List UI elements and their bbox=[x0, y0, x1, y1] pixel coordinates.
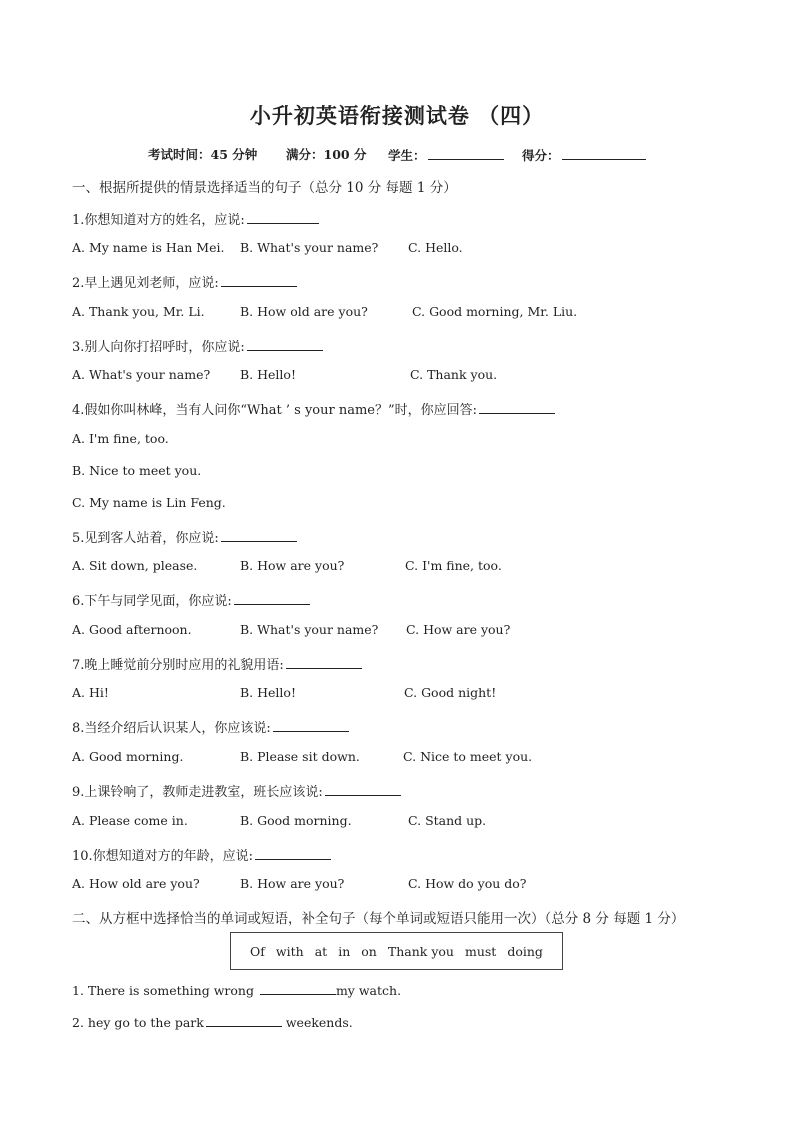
score-blank bbox=[562, 145, 646, 160]
sentence-1-end: my watch. bbox=[335, 983, 402, 998]
question-9 bbox=[72, 781, 401, 800]
score-label bbox=[522, 145, 646, 164]
question-7 bbox=[72, 654, 362, 673]
student-blank bbox=[428, 145, 504, 160]
question-2-stem: 2.早上遇见刘老师，应说: bbox=[72, 276, 219, 291]
option-c: C. How do you do? bbox=[408, 876, 527, 891]
option-b: B. Hello! bbox=[240, 367, 296, 382]
answer-blank bbox=[273, 717, 349, 732]
option-c: C. Stand up. bbox=[408, 813, 487, 828]
word-bank-item: with bbox=[275, 943, 304, 959]
option-b: B. Hello! bbox=[240, 685, 296, 700]
question-7-stem: 7.晚上睡觉前分别时应用的礼貌用语: bbox=[72, 658, 284, 673]
option-c: C. I'm fine, too. bbox=[405, 558, 502, 573]
sentence-2-end: weekends. bbox=[285, 1015, 353, 1030]
question-3-stem: 3.别人向你打招呼时，你应说: bbox=[72, 340, 245, 355]
option-b: B. How are you? bbox=[240, 876, 345, 891]
section-1-heading: 一、根据所提供的情景选择适当的句子（总分 10 分 每题 1 分） bbox=[72, 180, 457, 196]
student-label-text: 学生： bbox=[388, 148, 426, 163]
answer-blank bbox=[221, 527, 297, 542]
word-bank-item: Thank you bbox=[387, 943, 454, 959]
answer-blank bbox=[247, 209, 319, 224]
answer-blank bbox=[260, 980, 336, 995]
option-c: C. Nice to meet you. bbox=[403, 749, 533, 764]
option-a: A. I'm fine, too. bbox=[72, 431, 169, 446]
option-a: A. Sit down, please. bbox=[72, 558, 198, 573]
answer-blank bbox=[221, 272, 297, 287]
option-a: A. Hi! bbox=[72, 685, 109, 700]
word-bank-item: in bbox=[338, 943, 351, 959]
question-3 bbox=[72, 336, 323, 355]
question-4 bbox=[72, 399, 555, 418]
question-4-stem: 4.假如你叫林峰，当有人问你“What ’ s your name？”时，你应回答: bbox=[72, 403, 478, 418]
answer-blank bbox=[206, 1012, 282, 1027]
option-b: B. Please sit down. bbox=[240, 749, 360, 764]
question-10 bbox=[72, 845, 331, 864]
option-c: C. My name is Lin Feng. bbox=[72, 495, 226, 510]
student-label bbox=[388, 145, 504, 164]
question-8 bbox=[72, 717, 349, 736]
question-8-stem: 8.当经介绍后认识某人，你应该说: bbox=[72, 721, 271, 736]
question-6-stem: 6.下午与同学见面，你应说: bbox=[72, 594, 232, 609]
fill-sentence-1 bbox=[72, 980, 401, 998]
option-a: A. My name is Han Mei. bbox=[72, 240, 225, 255]
option-c: C. Good night! bbox=[404, 685, 497, 700]
answer-blank bbox=[286, 654, 362, 669]
question-5-stem: 5.见到客人站着，你应说: bbox=[72, 531, 219, 546]
answer-blank bbox=[479, 399, 555, 414]
question-1 bbox=[72, 209, 319, 228]
option-c: C. Hello. bbox=[408, 240, 463, 255]
answer-blank bbox=[247, 336, 323, 351]
option-b: B. What's your name? bbox=[240, 240, 379, 255]
question-2 bbox=[72, 272, 297, 291]
answer-blank bbox=[234, 590, 310, 605]
question-9-stem: 9.上课铃响了，教师走进教室，班长应该说: bbox=[72, 785, 323, 800]
page-title: 小升初英语衔接测试卷 （四） bbox=[249, 103, 545, 128]
option-a: A. Good afternoon. bbox=[72, 622, 192, 637]
full-score: 满分：100 分 bbox=[286, 147, 367, 162]
option-a: A. Please come in. bbox=[72, 813, 188, 828]
exam-time: 考试时间：45 分钟 bbox=[148, 147, 258, 162]
score-label-text: 得分： bbox=[522, 148, 560, 163]
word-bank-box bbox=[230, 932, 563, 970]
option-c: C. Good morning, Mr. Liu. bbox=[412, 304, 578, 319]
option-b: B. What's your name? bbox=[240, 622, 379, 637]
word-bank-item: Of bbox=[250, 943, 265, 959]
question-10-stem: 10.你想知道对方的年龄，应说: bbox=[72, 849, 254, 864]
sentence-1-start: 1. There is something wrong bbox=[72, 983, 254, 998]
word-bank-item: at bbox=[314, 943, 328, 959]
fill-sentence-2 bbox=[72, 1012, 353, 1030]
answer-blank bbox=[325, 781, 401, 796]
sentence-2-start: 2. hey go to the park bbox=[72, 1015, 204, 1030]
question-1-stem: 1.你想知道对方的姓名，应说: bbox=[72, 213, 245, 228]
option-a: A. Good morning. bbox=[72, 749, 184, 764]
option-c: C. Thank you. bbox=[410, 367, 498, 382]
option-a: A. How old are you? bbox=[72, 876, 200, 891]
answer-blank bbox=[255, 845, 331, 860]
question-5 bbox=[72, 527, 297, 546]
word-bank-item: doing bbox=[507, 943, 543, 959]
option-c: C. How are you? bbox=[406, 622, 511, 637]
option-b: B. How old are you? bbox=[240, 304, 368, 319]
word-bank-item: must bbox=[464, 943, 497, 959]
option-a: A. What's your name? bbox=[72, 367, 211, 382]
option-b: B. How are you? bbox=[240, 558, 345, 573]
option-a: A. Thank you, Mr. Li. bbox=[72, 304, 205, 319]
option-b: B. Good morning. bbox=[240, 813, 352, 828]
question-6 bbox=[72, 590, 310, 609]
section-2-heading: 二、从方框中选择恰当的单词或短语，补全句子（每个单词或短语只能用一次）（总分 8 分 每题 1 分） bbox=[72, 911, 685, 927]
option-b: B. Nice to meet you. bbox=[72, 463, 202, 478]
word-bank-item: on bbox=[361, 943, 377, 959]
